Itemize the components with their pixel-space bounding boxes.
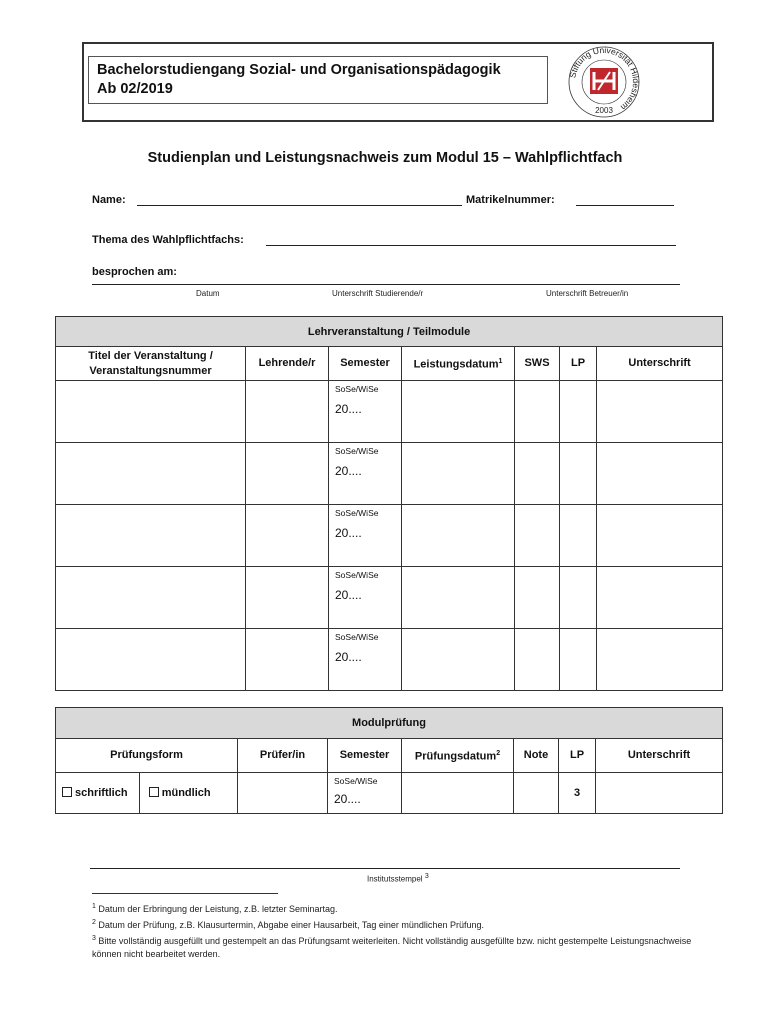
- name-field[interactable]: [137, 205, 462, 206]
- cell-unterschrift[interactable]: [597, 381, 723, 443]
- document-title: Studienplan und Leistungsnachweis zum Modul 15 – Wahlpflichtfach: [147, 150, 623, 166]
- cell-unterschrift[interactable]: [597, 443, 723, 505]
- col-leistungsdatum: Leistungsdatum$^1$: [402, 347, 515, 381]
- thema-label: Thema des Wahlpflichtfachs:: [92, 234, 244, 246]
- signature-line[interactable]: [92, 284, 680, 285]
- cell-pruefungsform: [56, 773, 238, 814]
- col-lp: LP: [559, 739, 596, 773]
- col-semester: Semester: [329, 347, 402, 381]
- cell-lp[interactable]: [560, 443, 597, 505]
- table-row: [56, 773, 723, 814]
- exam-table-header: Modulprüfung: [56, 708, 723, 739]
- stamp-label: Institutsstempel $^3$: [367, 873, 429, 884]
- col-unterschrift: Unterschrift: [597, 347, 723, 381]
- cell-titel[interactable]: [56, 567, 246, 629]
- thema-field[interactable]: [266, 245, 676, 246]
- col-semester: Semester: [328, 739, 402, 773]
- col-pruefungsform: Prüfungsform: [56, 739, 238, 773]
- matrikel-field[interactable]: [576, 205, 674, 206]
- table-row: [56, 381, 723, 443]
- exam-table: [55, 707, 723, 814]
- cell-sws[interactable]: [515, 443, 560, 505]
- cell-titel[interactable]: [56, 381, 246, 443]
- col-lp: LP: [560, 347, 597, 381]
- table-row: [56, 443, 723, 505]
- cell-unterschrift[interactable]: [597, 567, 723, 629]
- besprochen-label: besprochen am:: [92, 266, 177, 278]
- cell-semester[interactable]: SoSe/WiSe 20....: [329, 629, 402, 691]
- checkbox-schriftlich[interactable]: schriftlich: [62, 787, 128, 799]
- cell-lp[interactable]: [560, 567, 597, 629]
- cell-unterschrift[interactable]: [597, 505, 723, 567]
- cell-pruefungsdatum[interactable]: [402, 773, 514, 814]
- col-unterschrift: Unterschrift: [596, 739, 723, 773]
- cell-leistungsdatum[interactable]: [402, 443, 515, 505]
- program-title: Bachelorstudiengang Sozial- und Organisationspädagogik: [97, 62, 501, 78]
- footnote-separator: [92, 893, 278, 894]
- cell-note[interactable]: [514, 773, 559, 814]
- footnotes: [92, 900, 702, 961]
- cell-lp[interactable]: [560, 381, 597, 443]
- cell-lp: 3: [559, 773, 596, 814]
- col-note: Note: [514, 739, 559, 773]
- svg-text:Stiftung Universität Hildeshei: Stiftung Universität Hildesheim: [567, 44, 642, 113]
- cell-semester[interactable]: SoSe/WiSe 20....: [328, 773, 402, 814]
- cell-leistungsdatum[interactable]: [402, 381, 515, 443]
- cell-sws[interactable]: [515, 505, 560, 567]
- program-title-box: [88, 56, 548, 104]
- cell-leistungsdatum[interactable]: [402, 629, 515, 691]
- matrikel-label: Matrikelnummer:: [466, 194, 555, 206]
- hildesheim-emblem: [590, 68, 618, 94]
- cell-leistungsdatum[interactable]: [402, 567, 515, 629]
- checkbox-muendlich[interactable]: mündlich: [149, 787, 211, 799]
- cell-leistungsdatum[interactable]: [402, 505, 515, 567]
- cell-lehrende[interactable]: [246, 443, 329, 505]
- cell-lehrende[interactable]: [246, 505, 329, 567]
- col-lehrende: Lehrende/r: [246, 347, 329, 381]
- footnote-2: $^2$ Datum der Prüfung, z.B. Klausurtermin, Abgabe einer Hausarbeit, Tag einer mündlichen Prüfung.: [92, 919, 484, 930]
- course-table-header: Lehrveranstaltung / Teilmodule: [56, 317, 723, 347]
- cell-titel[interactable]: [56, 443, 246, 505]
- cell-semester[interactable]: SoSe/WiSe 20....: [329, 381, 402, 443]
- cell-semester[interactable]: SoSe/WiSe 20....: [329, 567, 402, 629]
- col-pruefer: Prüfer/in: [238, 739, 328, 773]
- table-row: [56, 505, 723, 567]
- cell-semester[interactable]: SoSe/WiSe 20....: [329, 505, 402, 567]
- name-label: Name:: [92, 194, 126, 206]
- cell-titel[interactable]: [56, 505, 246, 567]
- valid-from: Ab 02/2019: [97, 81, 173, 97]
- university-seal-logo: [566, 44, 642, 120]
- footnote-1: $^1$ Datum der Erbringung der Leistung, z.B. letzter Seminartag.: [92, 903, 338, 914]
- checkbox-icon[interactable]: [62, 787, 72, 797]
- cell-lp[interactable]: [560, 505, 597, 567]
- cell-lehrende[interactable]: [246, 567, 329, 629]
- cell-lp[interactable]: [560, 629, 597, 691]
- cell-sws[interactable]: [515, 567, 560, 629]
- col-titel: Titel der Veranstaltung / Veranstaltungsnummer: [56, 347, 246, 381]
- sig-caption-betreuer: Unterschrift Betreuer/in: [546, 289, 629, 298]
- option-divider: [139, 773, 140, 813]
- col-sws: SWS: [515, 347, 560, 381]
- sig-caption-student: Unterschrift Studierende/r: [332, 289, 424, 298]
- table-row: [56, 629, 723, 691]
- col-pruefungsdatum: Prüfungsdatum$^2$: [402, 739, 514, 773]
- cell-pruefer[interactable]: [238, 773, 328, 814]
- course-table: [55, 316, 723, 691]
- table-row: [56, 567, 723, 629]
- sig-caption-datum: Datum: [196, 289, 220, 298]
- seal-year: 2003: [595, 106, 613, 115]
- cell-unterschrift[interactable]: [596, 773, 723, 814]
- cell-lehrende[interactable]: [246, 629, 329, 691]
- cell-semester[interactable]: SoSe/WiSe 20....: [329, 443, 402, 505]
- cell-unterschrift[interactable]: [597, 629, 723, 691]
- cell-titel[interactable]: [56, 629, 246, 691]
- stamp-line[interactable]: [90, 868, 680, 869]
- checkbox-icon[interactable]: [149, 787, 159, 797]
- footnote-3: $^3$ Bitte vollständig ausgefüllt und gestempelt an das Prüfungsamt weiterleiten. Nicht vollständig ausgefüllte bzw. nicht gestempelte Leistungsnachweise können nicht bearbeitet werden.: [92, 935, 692, 959]
- cell-lehrende[interactable]: [246, 381, 329, 443]
- cell-sws[interactable]: [515, 381, 560, 443]
- cell-sws[interactable]: [515, 629, 560, 691]
